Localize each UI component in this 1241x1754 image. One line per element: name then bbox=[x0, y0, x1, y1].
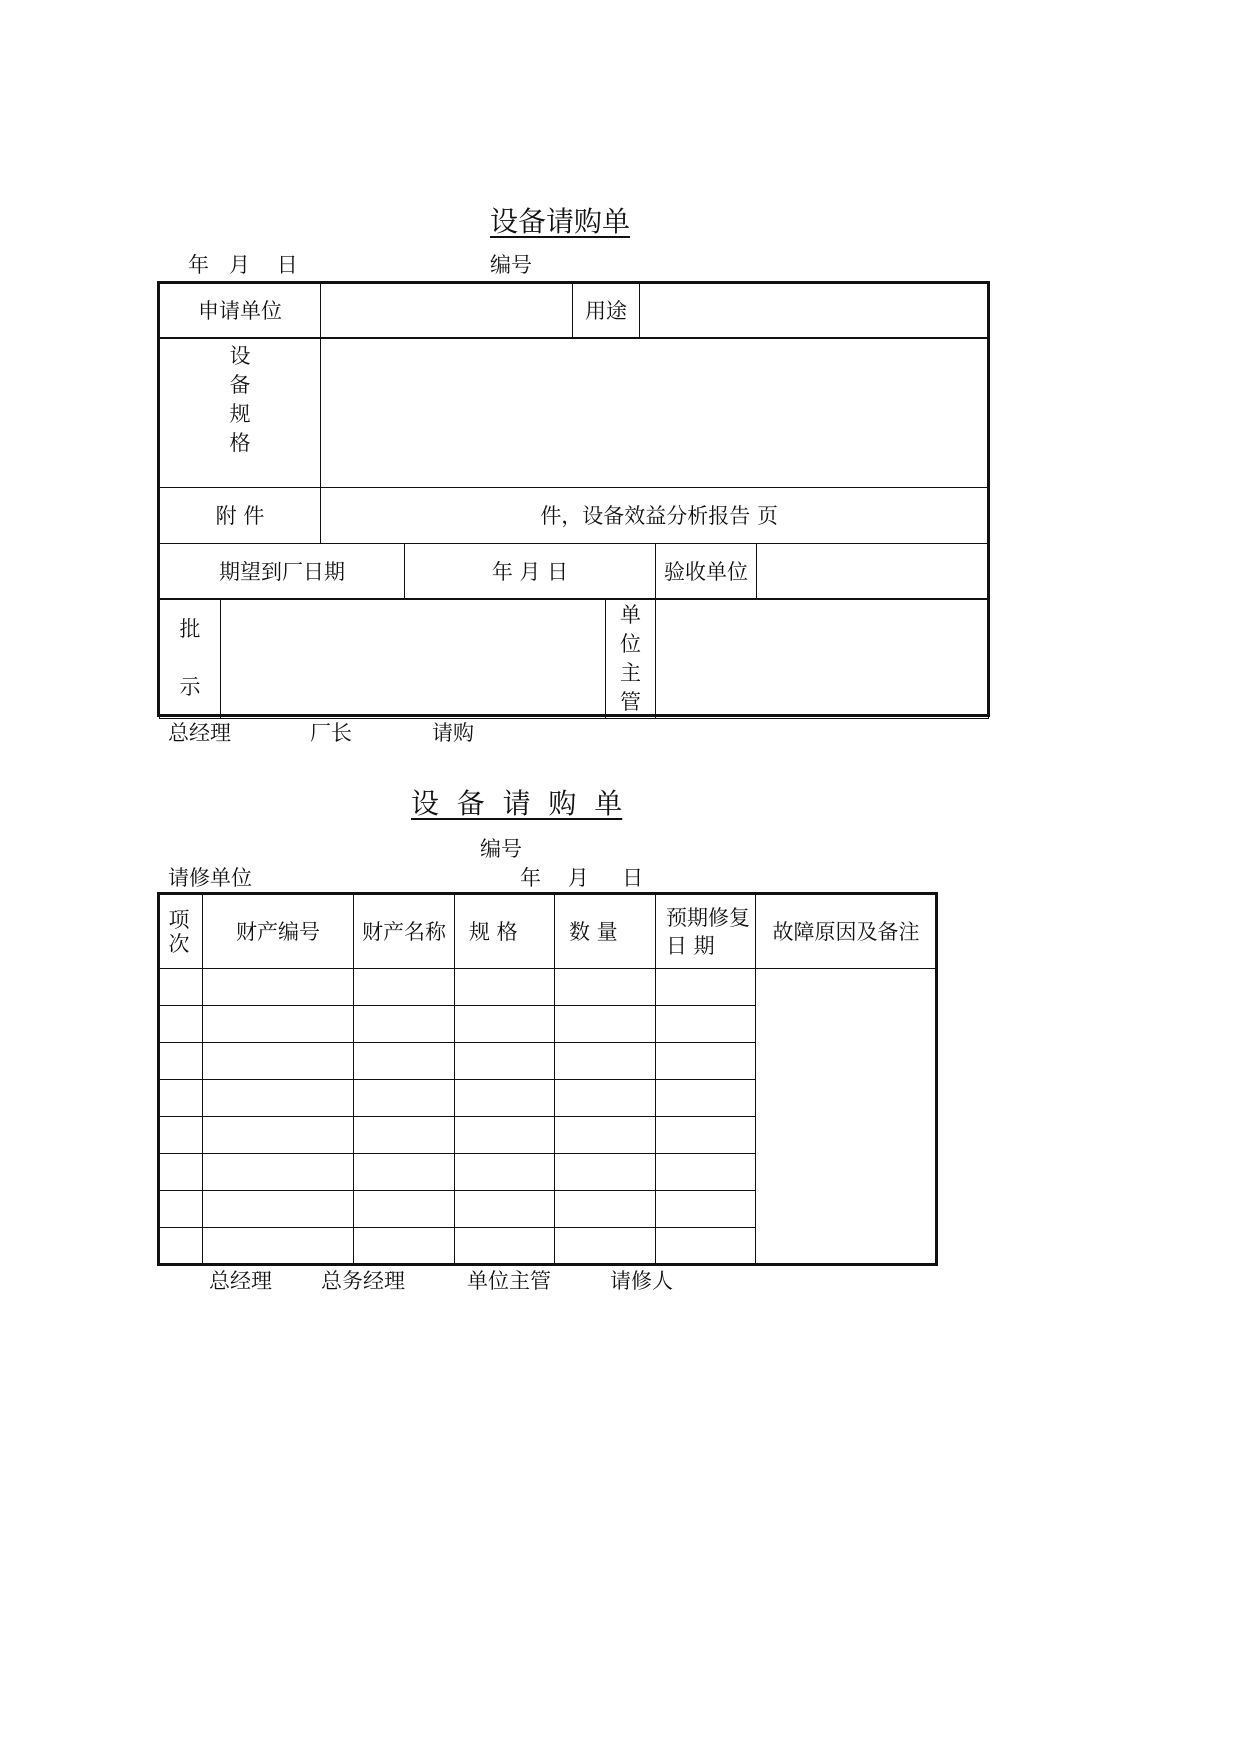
form1-row-4 bbox=[159, 543, 989, 600]
acceptance-unit-label: 验收单位 bbox=[656, 544, 757, 600]
table-row bbox=[160, 969, 937, 1006]
applicant-unit-label: 申请单位 bbox=[160, 284, 321, 339]
sig2-general-manager: 总经理 bbox=[209, 1269, 272, 1293]
form2-frame bbox=[157, 892, 938, 1266]
qty-cell[interactable] bbox=[555, 969, 656, 1006]
acceptance-unit-field[interactable] bbox=[757, 544, 989, 600]
asset-no-cell[interactable] bbox=[203, 1228, 354, 1265]
qty-cell[interactable] bbox=[555, 1117, 656, 1154]
spec-cell[interactable] bbox=[455, 1154, 555, 1191]
purpose-label: 用途 bbox=[573, 284, 640, 339]
spec-cell[interactable] bbox=[455, 1228, 555, 1265]
reason-notes-cell[interactable] bbox=[756, 969, 937, 1265]
asset-name-cell[interactable] bbox=[354, 1043, 455, 1080]
spec-field[interactable] bbox=[321, 338, 989, 488]
asset-no-cell[interactable] bbox=[203, 1117, 354, 1154]
asset-name-cell[interactable] bbox=[354, 1080, 455, 1117]
item-cell[interactable] bbox=[160, 1154, 203, 1191]
purpose-field[interactable] bbox=[640, 284, 989, 339]
asset-name-cell[interactable] bbox=[354, 1154, 455, 1191]
form2-title: 设 备 请 购 单 bbox=[411, 787, 623, 820]
header-asset-no: 财产编号 bbox=[203, 895, 354, 969]
sig2-admin-manager: 总务经理 bbox=[321, 1269, 405, 1293]
item-cell[interactable] bbox=[160, 1080, 203, 1117]
header-expected-repair-1: 预期修复 bbox=[666, 905, 750, 930]
qty-cell[interactable] bbox=[555, 1006, 656, 1043]
qty-cell[interactable] bbox=[555, 1228, 656, 1265]
item-cell[interactable] bbox=[160, 969, 203, 1006]
form2-number-label: 编号 bbox=[480, 837, 522, 861]
attachment-text: 件，设备效益分析报告 页 bbox=[321, 488, 989, 544]
expected-date-cell[interactable] bbox=[656, 1228, 756, 1265]
asset-no-cell[interactable] bbox=[203, 1080, 354, 1117]
asset-name-cell[interactable] bbox=[354, 1191, 455, 1228]
expected-date-cell[interactable] bbox=[656, 1043, 756, 1080]
header-reason: 故障原因及备注 bbox=[756, 895, 937, 969]
asset-name-cell[interactable] bbox=[354, 1006, 455, 1043]
header-item: 项 次 bbox=[168, 907, 190, 956]
qty-cell[interactable] bbox=[555, 1043, 656, 1080]
expected-date-label: 期望到厂日期 bbox=[160, 544, 405, 600]
form2-date-label: 年 月 日 bbox=[520, 866, 644, 890]
asset-no-cell[interactable] bbox=[203, 1043, 354, 1080]
expected-date-cell[interactable] bbox=[656, 1006, 756, 1043]
sig2-repair-requester: 请修人 bbox=[610, 1269, 673, 1293]
spec-cell[interactable] bbox=[455, 969, 555, 1006]
form1-frame bbox=[157, 281, 990, 717]
qty-cell[interactable] bbox=[555, 1191, 656, 1228]
approval-field[interactable] bbox=[221, 599, 606, 719]
qty-cell[interactable] bbox=[555, 1154, 656, 1191]
spec-cell[interactable] bbox=[455, 1080, 555, 1117]
form2-unit-label: 请修单位 bbox=[168, 866, 252, 890]
repair-table bbox=[159, 894, 937, 1265]
form1-title: 设备请购单 bbox=[490, 205, 631, 238]
qty-cell[interactable] bbox=[555, 1080, 656, 1117]
asset-name-cell[interactable] bbox=[354, 1117, 455, 1154]
item-cell[interactable] bbox=[160, 1006, 203, 1043]
table-header-row bbox=[160, 895, 937, 969]
asset-no-cell[interactable] bbox=[203, 1191, 354, 1228]
attachment-label: 附 件 bbox=[160, 488, 321, 544]
form1-row-5 bbox=[159, 598, 989, 719]
item-cell[interactable] bbox=[160, 1043, 203, 1080]
expected-date-cell[interactable] bbox=[656, 969, 756, 1006]
approval-label-1: 批 bbox=[179, 617, 201, 641]
asset-no-cell[interactable] bbox=[203, 1006, 354, 1043]
asset-no-cell[interactable] bbox=[203, 1154, 354, 1191]
expected-date-cell[interactable] bbox=[656, 1117, 756, 1154]
header-spec: 规 格 bbox=[455, 895, 555, 969]
spec-cell[interactable] bbox=[455, 1043, 555, 1080]
item-cell[interactable] bbox=[160, 1191, 203, 1228]
spec-cell[interactable] bbox=[455, 1006, 555, 1043]
spec-label: 设 备 规 格 bbox=[229, 344, 251, 455]
header-asset-name: 财产名称 bbox=[354, 895, 455, 969]
unit-manager-field[interactable] bbox=[656, 599, 989, 719]
form1-row-2-3 bbox=[159, 337, 989, 544]
expected-date-cell[interactable] bbox=[656, 1080, 756, 1117]
applicant-unit-field[interactable] bbox=[321, 284, 573, 339]
expected-date-cell[interactable] bbox=[656, 1191, 756, 1228]
sig-requester: 请购 bbox=[432, 721, 474, 745]
asset-name-cell[interactable] bbox=[354, 969, 455, 1006]
expected-date-value[interactable]: 年 月 日 bbox=[405, 544, 656, 600]
header-expected-repair-2: 日 期 bbox=[666, 933, 715, 958]
spec-cell[interactable] bbox=[455, 1191, 555, 1228]
asset-no-cell[interactable] bbox=[203, 969, 354, 1006]
sig-general-manager: 总经理 bbox=[168, 721, 231, 745]
header-qty: 数 量 bbox=[555, 895, 656, 969]
approval-label-2: 示 bbox=[179, 675, 201, 699]
form1-number-label: 编号 bbox=[490, 253, 532, 277]
form1-date-label: 年 月 日 bbox=[188, 253, 298, 277]
unit-manager-label: 单 位 主 管 bbox=[620, 603, 641, 714]
expected-date-cell[interactable] bbox=[656, 1154, 756, 1191]
sig-factory-director: 厂长 bbox=[310, 721, 352, 745]
asset-name-cell[interactable] bbox=[354, 1228, 455, 1265]
item-cell[interactable] bbox=[160, 1117, 203, 1154]
item-cell[interactable] bbox=[160, 1228, 203, 1265]
spec-cell[interactable] bbox=[455, 1117, 555, 1154]
sig2-unit-manager: 单位主管 bbox=[467, 1269, 551, 1293]
form1-row-1 bbox=[159, 283, 989, 339]
